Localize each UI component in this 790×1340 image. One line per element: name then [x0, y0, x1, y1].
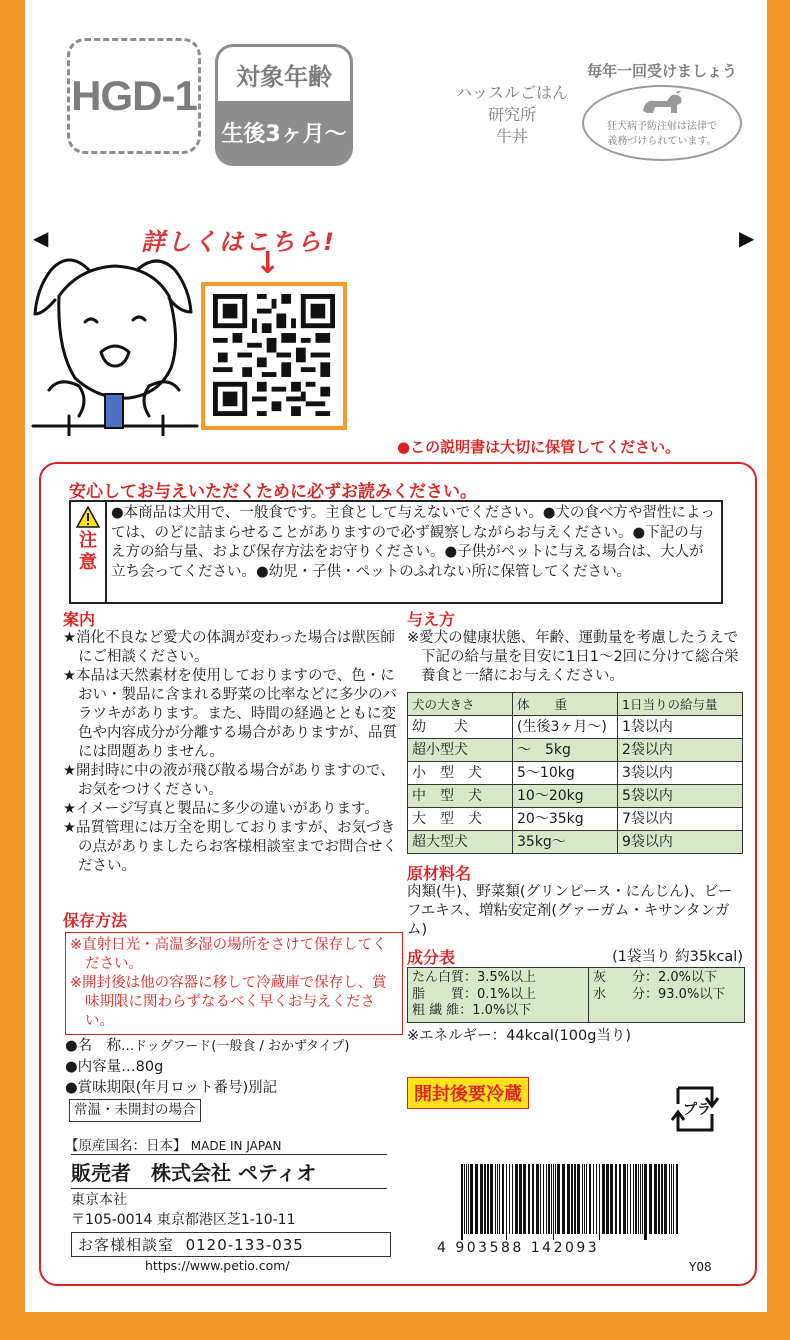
barcode-bar [523, 1164, 526, 1234]
safety-title: 安心してお与えいただくために必ずお読みください。 [69, 482, 477, 502]
barcode-bar [532, 1164, 534, 1234]
caution-box [69, 500, 723, 604]
product-content-label: ●内容量 [65, 1059, 122, 1075]
analysis-right-col [589, 968, 744, 1022]
table-row [408, 739, 743, 762]
table-cell: 2袋以内 [618, 739, 743, 762]
table-cell: 7袋以内 [618, 808, 743, 831]
barcode-bar [664, 1164, 667, 1234]
refrigerate-label: 開封後要冷蔵 [407, 1077, 529, 1109]
barcode-bar [464, 1164, 465, 1234]
seller-address-line: 〒105-0014 東京都港区芝1-10-11 [71, 1212, 296, 1228]
product-name-row [65, 1036, 349, 1057]
vaccination-oval [582, 85, 742, 161]
barcode-bar [553, 1164, 554, 1240]
table-cell: 小 型 犬 [408, 762, 513, 785]
header-cell: 犬の大きさ [408, 693, 513, 716]
vaccination-badge [577, 60, 747, 164]
barcode-bar [635, 1164, 637, 1234]
barcode-bar [461, 1164, 463, 1240]
ingredients-title: 原材料名 [407, 864, 472, 883]
table-cell: 20〜35kg [513, 808, 618, 831]
table-row [408, 808, 743, 831]
target-age-title: 対象年齢 [236, 62, 332, 91]
barcode-bar [515, 1164, 518, 1234]
barcode-bar [567, 1164, 570, 1234]
barcode-bar [602, 1164, 605, 1234]
recycle-text: プラ [683, 1102, 711, 1118]
analysis-header [407, 948, 743, 967]
barcode-bar [619, 1164, 621, 1234]
barcode-bar [630, 1164, 631, 1234]
table-cell: 1袋以内 [618, 716, 743, 739]
barcode [459, 1164, 681, 1240]
barcode-bar [640, 1164, 641, 1234]
phone-label: お客様相談室 [78, 1236, 175, 1254]
package-back [25, 0, 767, 1312]
barcode-bar [546, 1164, 547, 1234]
barcode-number: 4 903588 142093 [437, 1240, 600, 1256]
table-cell: 〜 5kg [513, 739, 618, 762]
origin-row [65, 1134, 282, 1154]
analysis-table [407, 967, 745, 1023]
caution-label [71, 502, 107, 602]
caution-char-2: 意 [79, 552, 97, 573]
analysis-title: 成分表 [407, 948, 456, 967]
table-cell: 10〜20kg [513, 785, 618, 808]
barcode-bar [528, 1164, 530, 1234]
barcode-bar [577, 1164, 580, 1234]
barcode-bar [644, 1164, 647, 1240]
table-cell: (生後3ヶ月〜) [513, 716, 618, 739]
keep-instructions-note: ●この説明書は大切に保管してください。 [397, 438, 681, 456]
seller-hq: 東京本社 [71, 1192, 127, 1208]
barcode-bar [599, 1164, 600, 1240]
barcode-bar [642, 1164, 643, 1234]
analysis-item: 水 分：93.0%以下 [593, 986, 726, 1002]
barcode-bar [495, 1164, 496, 1234]
website-url[interactable]: https://www.petio.com/ [145, 1258, 290, 1273]
warning-icon [76, 506, 100, 528]
barcode-bar [487, 1164, 489, 1234]
seller-title: 販売者 株式会社 ペティオ [71, 1154, 387, 1189]
detail-callout: 詳しくはこちら! [141, 228, 336, 256]
analysis-left-col [408, 968, 589, 1022]
barcode-bar [574, 1164, 576, 1234]
barcode-bar [551, 1164, 552, 1234]
barcode-bar [582, 1164, 583, 1234]
table-row [408, 762, 743, 785]
barcode-bar [509, 1164, 510, 1234]
lab-line-2: 研究所 [487, 105, 536, 124]
right-arrow-icon: ▶ [739, 226, 755, 250]
guide-title: 案内 [63, 610, 96, 629]
storage-box [65, 932, 403, 1035]
caution-text: ●本商品は犬用で、一般食です。主食として与えないでください。●犬の食べ方や習性によっては、のどに詰まらせることがありますので必ず観察しながらお与えください。●下記の与え方の給与量、および保存方法をお守りください。●子供がペットに与える場合は、大人が立ち会ってください。●幼児・子供・ペットのふれない所に保管してください。 [111, 505, 715, 580]
recycle-mark [670, 1082, 720, 1136]
guide-item: ★消化不良など愛犬の体調が変わった場合は獣医師にご相談ください。 [63, 630, 395, 665]
origin-english: MADE IN JAPAN [190, 1139, 282, 1153]
barcode-bar [661, 1164, 663, 1234]
feeding-note: ※愛犬の健康状態、年齢、運動量を考慮したうえで下記の給与量を目安に1日1〜2回に分けて総合栄養食と一緒にお与えください。 [407, 630, 739, 684]
storage-item: ※開封後は他の容器に移して冷蔵庫で保存し、賞味期限に関わらずなるべく早くお与えください。 [70, 975, 387, 1029]
feeding-section [407, 610, 743, 1046]
table-cell: 9袋以内 [618, 831, 743, 854]
barcode-bar [490, 1164, 493, 1234]
table-cell: 幼 犬 [408, 716, 513, 739]
target-age-box [215, 44, 353, 166]
analysis-item: たん白質：3.5%以上 [412, 970, 537, 985]
barcode-bar [502, 1164, 504, 1234]
barcode-bar [671, 1164, 672, 1234]
barcode-bar [548, 1164, 550, 1234]
barcode-bar [593, 1164, 594, 1234]
analysis-item: 粗 繊 維：1.0%以下 [412, 1003, 532, 1018]
barcode-bar [480, 1164, 483, 1234]
barcode-bar [555, 1164, 556, 1234]
guide-item: ★品質管理には万全を期しておりますが、お気づきの点がありましたらお客様相談室までお問合せください。 [63, 820, 397, 874]
vaccination-note-1: 狂犬病予防注射は法律で [607, 121, 717, 132]
product-info [65, 1036, 349, 1122]
barcode-bar [673, 1164, 674, 1234]
table-row [408, 716, 743, 739]
lab-line-1: ハッスルごはん [455, 83, 568, 102]
left-arrow-icon: ◀ [33, 226, 49, 250]
guide-item: ★イメージ写真と製品に多少の違いがあります。 [63, 801, 379, 817]
table-cell: 5袋以内 [618, 785, 743, 808]
analysis-item: 脂 質：0.1%以上 [412, 986, 537, 1002]
barcode-bar [519, 1164, 522, 1234]
barcode-bar [571, 1164, 573, 1234]
vaccination-arc-text: 毎年一回受けましょう [586, 62, 737, 80]
product-content-value: …80g [121, 1059, 164, 1075]
guide-item: ★本品は天然素材を使用しておりますので、色・におい・製品に含まれる野菜の比率などに多少のバラツキがあります。また、時間の経過とともに変色や内容成分が分離する場合がありますが、品質には問題ありません。 [63, 668, 397, 760]
storage-item: ※直射日光・高温多湿の場所をさけて保存してください。 [70, 937, 387, 972]
dog-silhouette-icon [637, 91, 687, 117]
barcode-bar [536, 1164, 539, 1234]
seller-address [71, 1190, 296, 1230]
lab-line-3: 牛丼 [495, 127, 528, 146]
table-cell: 超小型犬 [408, 739, 513, 762]
energy-note: ※エネルギー：44kcal(100g当り) [407, 1027, 632, 1044]
barcode-bar [654, 1164, 657, 1234]
dog-illustration [29, 240, 201, 436]
barcode-bar [584, 1164, 585, 1234]
barcode-bar [623, 1164, 626, 1234]
barcode-bar [658, 1164, 660, 1234]
qr-code-icon[interactable] [213, 294, 335, 416]
table-row [408, 831, 743, 854]
barcode-bar [606, 1164, 609, 1234]
barcode-bar [596, 1164, 597, 1234]
barcode-bar [610, 1164, 613, 1234]
barcode-bar [512, 1164, 513, 1234]
product-name-value: …ドッグフード(一般食 / おかずタイプ) [121, 1039, 350, 1054]
product-code: HGD-1 [67, 38, 201, 154]
phone-number: 0120-133-035 [185, 1236, 304, 1254]
footer-code: Y08 [689, 1260, 712, 1274]
storage-title: 保存方法 [63, 911, 128, 930]
analysis-item: 灰 分：2.0%以下 [593, 970, 718, 985]
barcode-bar [633, 1164, 634, 1234]
vaccination-note-2: 義務づけられています。 [607, 136, 717, 147]
barcode-bar [638, 1164, 639, 1234]
header-cell: 体 重 [513, 693, 618, 716]
barcode-bar [540, 1164, 541, 1234]
caution-char-1: 注 [79, 530, 97, 551]
barcode-bar [615, 1164, 617, 1234]
table-cell: 大 型 犬 [408, 808, 513, 831]
origin-label: 【原産国名：日本】 [65, 1138, 187, 1154]
table-cell: 超大型犬 [408, 831, 513, 854]
table-cell: 35kg〜 [513, 831, 618, 854]
lab-name [427, 82, 597, 148]
table-cell: 3袋以内 [618, 762, 743, 785]
barcode-bar [669, 1164, 670, 1234]
down-arrow-icon: ↓ [255, 246, 281, 281]
barcode-bar [562, 1164, 565, 1234]
guide-section [63, 610, 403, 876]
feeding-title: 与え方 [407, 610, 456, 629]
customer-phone-box [71, 1232, 391, 1257]
expiry-condition-tag: 常温・未開封の場合 [69, 1099, 201, 1122]
barcode-bar [506, 1164, 507, 1240]
barcode-bar [586, 1164, 587, 1234]
qr-code-frame[interactable] [201, 282, 347, 430]
barcode-bar [627, 1164, 628, 1234]
barcode-bar [484, 1164, 486, 1234]
table-cell: 5〜10kg [513, 762, 618, 785]
product-expiry: ●賞味期限(年月ロット番号)別記 [65, 1080, 278, 1096]
barcode-bar [499, 1164, 500, 1234]
barcode-bar [470, 1164, 473, 1234]
analysis-per: (1袋当り 約35kcal) [612, 949, 743, 965]
header-cell: 1日当りの給与量 [618, 693, 743, 716]
ingredients-text: 肉類(牛)、野菜類(グリンピース・にんじん)、ビーフエキス、増粘安定剤(グァーガム・キサンタンガム) [407, 884, 733, 938]
barcode-bar [468, 1164, 469, 1234]
barcode-bar [557, 1164, 560, 1234]
product-name-label: ●名 称 [65, 1038, 122, 1054]
barcode-bar [589, 1164, 591, 1234]
feeding-table [407, 692, 743, 854]
barcode-bar [543, 1164, 544, 1234]
barcode-bar [676, 1164, 678, 1234]
product-content-row [65, 1057, 349, 1078]
feeding-table-header [408, 693, 743, 716]
barcode-bar [475, 1164, 478, 1234]
barcode-bar [466, 1164, 467, 1234]
target-age-value: 生後3ヶ月〜 [218, 101, 350, 163]
barcode-bar [497, 1164, 498, 1234]
table-cell: 中 型 犬 [408, 785, 513, 808]
barcode-bar [649, 1164, 652, 1234]
guide-item: ★開封時に中の液が飛び散る場合がありますので、お気をつけください。 [63, 763, 395, 798]
table-row [408, 785, 743, 808]
